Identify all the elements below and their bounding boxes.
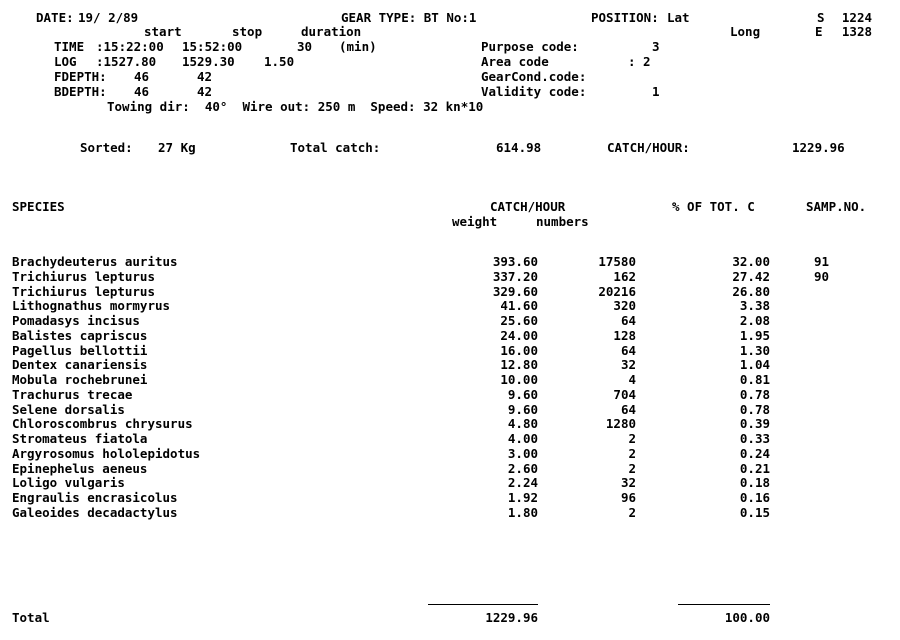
row-weight: 10.00 [500, 372, 538, 387]
row-weight: 9.60 [507, 386, 538, 402]
row-numbers: 1280 [605, 416, 636, 432]
weight-total-rule [428, 604, 538, 605]
row-weight: 12.80 [500, 357, 538, 373]
row-species: Brachydeuterus auritus [12, 254, 178, 269]
row-species: Balistes capriscus [12, 327, 148, 343]
area-value: : 2 [628, 54, 651, 69]
time-label: TIME [54, 39, 85, 54]
row-species: Lithognathus mormyrus [12, 298, 171, 314]
col-start-label: start [144, 24, 182, 39]
row-numbers: 320 [613, 298, 636, 314]
time-unit: (min) [339, 39, 377, 54]
row-numbers: 704 [613, 386, 636, 402]
weight-column-header: weight [452, 214, 498, 229]
gear-type: GEAR TYPE: BT No:1 [341, 10, 477, 25]
purpose-label: Purpose code: [481, 39, 579, 54]
row-numbers: 64 [620, 313, 636, 328]
row-numbers: 96 [620, 490, 636, 505]
row-species: Selene dorsalis [12, 401, 125, 417]
catch-hour-column-header: CATCH/HOUR [490, 199, 566, 214]
position-label: POSITION: [591, 10, 659, 25]
row-numbers: 64 [620, 401, 636, 417]
total-catch-label: Total catch: [290, 140, 381, 155]
row-numbers: 2 [628, 431, 636, 446]
long-hemisphere: E [815, 24, 823, 39]
catch-hour-label: CATCH/HOUR: [607, 140, 690, 155]
col-stop-label: stop [232, 24, 263, 39]
pct-total-column-header: % OF TOT. C [672, 199, 755, 214]
fdepth-start: 46 [134, 69, 150, 84]
lat-label: Lat [667, 10, 690, 25]
row-species: Trichiurus lepturus [12, 283, 155, 299]
area-label: Area code [481, 54, 549, 69]
row-species: Loligo vulgaris [12, 475, 125, 491]
row-weight: 16.00 [500, 342, 538, 358]
gearcond-label: GearCond.code: [481, 69, 587, 84]
col-duration-label: duration [301, 24, 362, 39]
row-weight: 9.60 [507, 401, 538, 417]
row-weight: 337.20 [492, 268, 538, 284]
row-pct: 26.80 [732, 283, 770, 299]
total-pct: 100.00 [724, 610, 770, 625]
row-pct: 0.24 [739, 445, 770, 461]
row-weight: 393.60 [492, 254, 538, 269]
row-pct: 32.00 [732, 254, 770, 269]
row-weight: 1.80 [507, 504, 538, 520]
row-sample-number: 90 [814, 268, 830, 284]
sorted-value: 27 Kg [158, 140, 196, 155]
row-pct: 0.81 [739, 372, 770, 387]
row-species: Stromateus fiatola [12, 431, 148, 446]
long-label: Long [730, 24, 761, 39]
sorted-label: Sorted: [80, 140, 133, 155]
row-weight: 24.00 [500, 327, 538, 343]
log-label: LOG [54, 54, 77, 69]
row-weight: 41.60 [500, 298, 538, 314]
row-numbers: 162 [613, 268, 636, 284]
row-pct: 0.39 [739, 416, 770, 432]
row-numbers: 2 [628, 445, 636, 461]
row-pct: 3.38 [739, 298, 770, 314]
pct-total-rule [678, 604, 770, 605]
row-pct: 1.04 [739, 357, 770, 373]
row-pct: 0.78 [739, 401, 770, 417]
fdepth-stop: 42 [197, 69, 213, 84]
row-species: Mobula rochebrunei [12, 372, 148, 387]
row-pct: 0.21 [739, 460, 770, 476]
row-weight: 2.24 [507, 475, 538, 491]
row-pct: 0.78 [739, 386, 770, 402]
row-pct: 0.18 [739, 475, 770, 491]
row-species: Pagellus bellottii [12, 342, 148, 358]
row-pct: 1.95 [739, 327, 770, 343]
fdepth-label: FDEPTH: [54, 69, 107, 84]
catch-hour-value: 1229.96 [792, 140, 845, 155]
row-pct: 2.08 [739, 313, 770, 328]
row-weight: 1.92 [507, 490, 538, 505]
row-sample-number: 91 [814, 254, 830, 269]
row-species: Trichiurus lepturus [12, 268, 155, 284]
row-species: Argyrosomus hololepidotus [12, 445, 201, 461]
total-catch-value: 614.98 [496, 140, 542, 155]
time-duration: 30 [297, 39, 313, 54]
time-start: :15:22:00 [96, 39, 164, 54]
sample-number-column-header: SAMP.NO. [806, 199, 867, 214]
log-start: :1527.80 [96, 54, 157, 69]
row-pct: 1.30 [739, 342, 770, 358]
row-weight: 2.60 [507, 460, 538, 476]
date-label: DATE: [36, 10, 74, 25]
row-weight: 329.60 [492, 283, 538, 299]
row-species: Engraulis encrasicolus [12, 490, 178, 505]
bdepth-label: BDEPTH: [54, 84, 107, 99]
row-numbers: 64 [620, 342, 636, 358]
row-species: Epinephelus aeneus [12, 460, 148, 476]
row-weight: 4.00 [507, 431, 538, 446]
row-pct: 0.33 [739, 431, 770, 446]
row-pct: 0.15 [739, 504, 770, 520]
lat-hemisphere: S [817, 10, 825, 25]
bdepth-start: 46 [134, 84, 150, 99]
row-weight: 4.80 [507, 416, 538, 432]
row-numbers: 2 [628, 460, 636, 476]
row-numbers: 17580 [598, 254, 636, 269]
row-numbers: 2 [628, 504, 636, 520]
row-numbers: 128 [613, 327, 636, 343]
total-label: Total [12, 610, 50, 625]
row-numbers: 32 [620, 475, 636, 491]
log-stop: 1529.30 [182, 54, 235, 69]
total-weight: 1229.96 [485, 610, 538, 625]
towing-line: Towing dir: 40° Wire out: 250 m Speed: 32 kn*10 [107, 99, 484, 114]
time-stop: 15:52:00 [182, 39, 243, 54]
log-duration: 1.50 [264, 54, 295, 69]
purpose-value: 3 [652, 39, 660, 54]
validity-value: 1 [652, 84, 660, 99]
row-weight: 3.00 [507, 445, 538, 461]
row-pct: 0.16 [739, 490, 770, 505]
numbers-column-header: numbers [536, 214, 589, 229]
row-numbers: 20216 [598, 283, 636, 299]
species-column-header: SPECIES [12, 199, 65, 214]
row-pct: 27.42 [732, 268, 770, 284]
row-numbers: 32 [620, 357, 636, 373]
row-species: Chloroscombrus chrysurus [12, 416, 193, 432]
bdepth-stop: 42 [197, 84, 213, 99]
row-species: Trachurus trecae [12, 386, 133, 402]
row-numbers: 4 [628, 372, 636, 387]
row-species: Dentex canariensis [12, 357, 148, 373]
row-species: Galeoides decadactylus [12, 504, 178, 520]
date-value: 19/ 2/89 [78, 10, 139, 25]
row-species: Pomadasys incisus [12, 313, 140, 328]
row-weight: 25.60 [500, 313, 538, 328]
validity-label: Validity code: [481, 84, 587, 99]
